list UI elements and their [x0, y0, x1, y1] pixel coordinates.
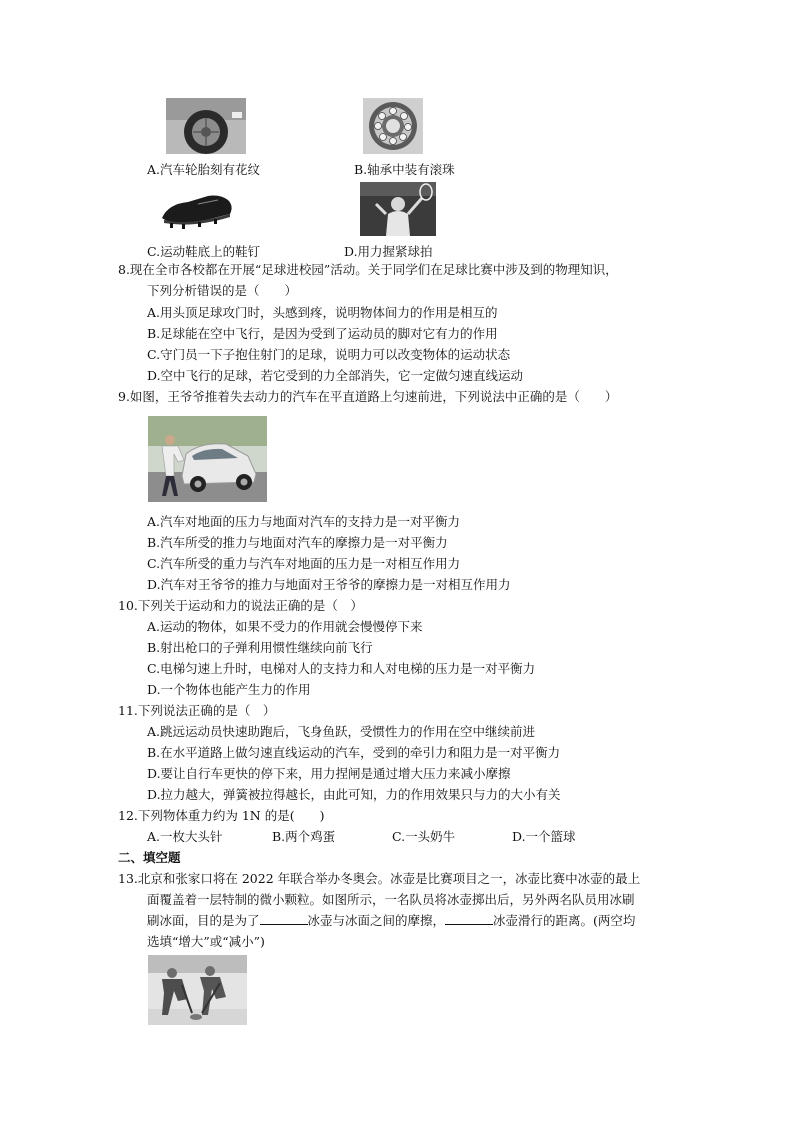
question-9-stem: 9.如图，王爷爷推着失去动力的汽车在平直道路上匀速前进，下列说法中正确的是（ ）	[118, 389, 618, 404]
curling-sweepers-photo	[148, 955, 247, 1025]
badminton-player-photo	[360, 182, 436, 236]
question-13-line-1: 13.北京和张家口将在 2022 年联合举办冬奥会。冰壶是比赛项目之一，冰壶比赛中冰壶的最上	[118, 871, 641, 886]
q7-option-b: B.轴承中装有滚珠	[354, 162, 455, 177]
question-13-text-c: 冰壶滑行的距离。(两空均	[493, 913, 636, 928]
man-pushing-car-photo	[148, 416, 267, 502]
question-10-option-b: B.射出枪口的子弹利用惯性继续向前飞行	[147, 640, 373, 655]
answer-blank-1[interactable]	[260, 912, 308, 925]
question-13-line-2: 面覆盖着一层特制的微小颗粒。如图所示，一名队员将冰壶掷出后，另外两名队员用冰刷	[147, 892, 635, 907]
question-13-text-a: 刷冰面，目的是为了	[147, 913, 260, 928]
question-12-option-c: C.一头奶牛	[392, 829, 456, 844]
section-heading: 二、填空题	[118, 850, 181, 865]
q7-option-c: C.运动鞋底上的鞋钉	[147, 244, 261, 259]
question-13-line-3	[147, 911, 635, 931]
question-12-stem: 12.下列物体重力约为 1N 的是( )	[118, 808, 325, 823]
question-9-option-a: A.汽车对地面的压力与地面对汽车的支持力是一对平衡力	[147, 514, 461, 529]
question-10-option-c: C.电梯匀速上升时，电梯对人的支持力和人对电梯的压力是一对平衡力	[147, 661, 536, 676]
question-11-option-a: A.跳远运动员快速助跑后，飞身鱼跃，受惯性力的作用在空中继续前进	[147, 724, 536, 739]
question-8-option-c: C.守门员一下子抱住射门的足球，说明力可以改变物体的运动状态	[147, 347, 511, 362]
question-11-option-c: D.要让自行车更快的停下来，用力捏闸是通过增大压力来减小摩擦	[147, 766, 511, 781]
question-12-option-b: B.两个鸡蛋	[272, 829, 336, 844]
question-10-option-d: D.一个物体也能产生力的作用	[147, 682, 311, 697]
question-9-option-d: D.汽车对王爷爷的推力与地面对王爷爷的摩擦力是一对相互作用力	[147, 577, 511, 592]
question-11-option-b: B.在水平道路上做匀速直线运动的汽车，受到的牵引力和阻力是一对平衡力	[147, 745, 561, 760]
question-13-text-b: 冰壶与冰面之间的摩擦，	[307, 913, 446, 928]
question-8-stem: 8.现在全市各校都在开展“足球进校园”活动。关于同学们在足球比赛中涉及到的物理知识，	[118, 262, 618, 277]
question-10-option-a: A.运动的物体，如果不受力的作用就会慢慢停下来	[147, 619, 423, 634]
question-8-option-a: A.用头顶足球攻门时，头感到疼，说明物体间力的作用是相互的	[147, 305, 498, 320]
q7-option-a: A.汽车轮胎刻有花纹	[147, 162, 261, 177]
question-12-option-d: D.一个篮球	[512, 829, 576, 844]
question-8-stem-cont: 下列分析错误的是（ ）	[147, 283, 298, 298]
ball-bearing-photo	[363, 98, 423, 154]
question-11-stem: 11.下列说法正确的是（ ）	[118, 703, 276, 718]
question-8-option-d: D.空中飞行的足球，若它受到的力全部消失，它一定做匀速直线运动	[147, 368, 524, 383]
q7-option-d: D.用力握紧球拍	[344, 244, 433, 259]
car-tire-photo	[166, 98, 246, 154]
question-10-stem: 10.下列关于运动和力的说法正确的是（ ）	[118, 598, 363, 613]
question-12-option-a: A.一枚大头针	[147, 829, 223, 844]
answer-blank-2[interactable]	[445, 912, 493, 925]
question-8-option-b: B.足球能在空中飞行，是因为受到了运动员的脚对它有力的作用	[147, 326, 498, 341]
question-9-option-b: B.汽车所受的推力与地面对汽车的摩擦力是一对平衡力	[147, 535, 448, 550]
soccer-cleat-photo	[158, 186, 236, 232]
question-9-option-c: C.汽车所受的重力与汽车对地面的压力是一对相互作用力	[147, 556, 461, 571]
question-13-line-4: 选填“增大”或“减小”)	[147, 934, 265, 949]
question-11-option-d: D.拉力越大，弹簧被拉得越长，由此可知，力的作用效果只与力的大小有关	[147, 787, 561, 802]
